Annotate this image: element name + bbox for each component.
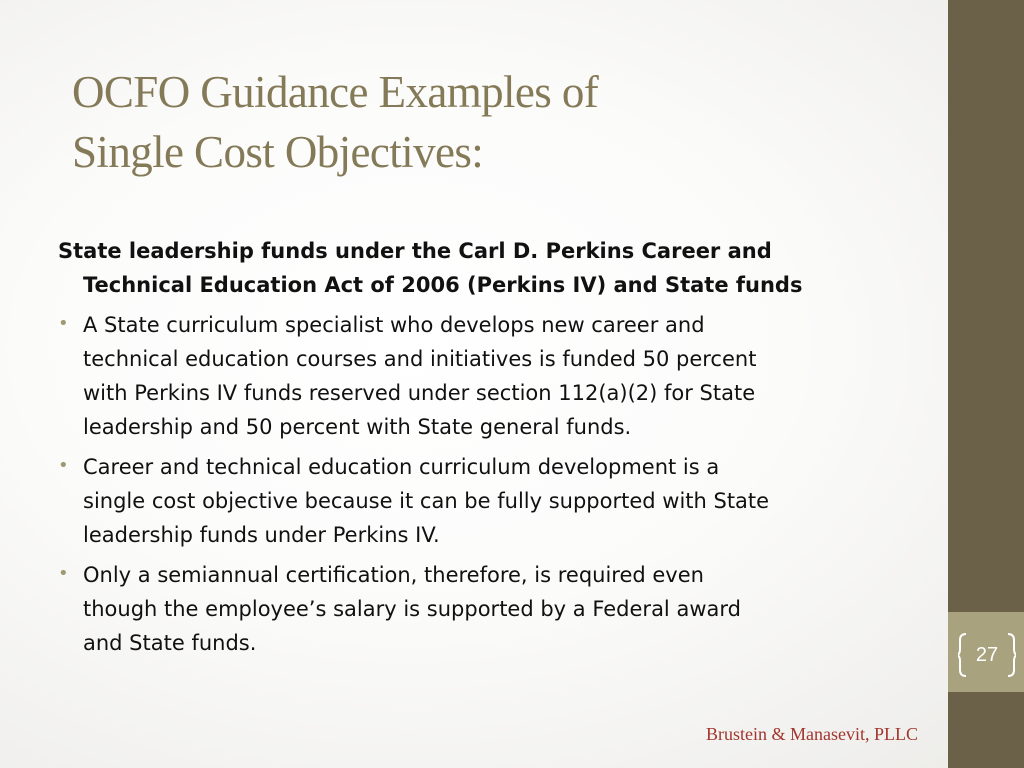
bullet-dot-icon: •	[58, 313, 69, 334]
section-heading-line-2: Technical Education Act of 2006 (Perkins IV) and State funds	[83, 273, 803, 297]
page-number-frame	[958, 632, 1016, 678]
slide-title-line-1: OCFO Guidance Examples of	[72, 67, 599, 117]
bullet-3-line-1: Only a semiannual certification, therefore, is required even	[83, 563, 704, 587]
bullet-dot-icon: •	[58, 455, 69, 476]
footer-firm-name: Brustein & Manasevit, PLLC	[706, 724, 918, 744]
bullet-3-line-2: though the employee’s salary is supported by a Federal award	[83, 597, 741, 621]
bullet-item-semiannual-certification	[58, 558, 918, 660]
slide-title	[72, 62, 832, 182]
bullet-2-line-1: Career and technical education curriculum development is a	[83, 455, 720, 479]
bullet-list	[58, 308, 918, 660]
bullet-1-line-3: with Perkins IV funds reserved under section 112(a)(2) for State	[83, 381, 756, 405]
bullet-1-line-2: technical education courses and initiatives is funded 50 percent	[83, 347, 757, 371]
bullet-item-specialist-funding	[58, 308, 918, 444]
slide-title-line-2: Single Cost Objectives:	[72, 127, 484, 177]
section-heading	[58, 234, 918, 302]
bullet-1-line-4: leadership and 50 percent with State general funds.	[83, 415, 632, 439]
bullet-2-line-2: single cost objective because it can be fully supported with State	[83, 489, 770, 513]
bullet-dot-icon: •	[58, 563, 69, 584]
page-number: 27	[975, 644, 999, 666]
bullet-1-line-1: A State curriculum specialist who develops new career and	[83, 313, 705, 337]
section-heading-line-1: State leadership funds under the Carl D. Perkins Career and	[58, 239, 772, 263]
slide-body	[58, 234, 918, 666]
bullet-item-single-cost-objective	[58, 450, 918, 552]
bullet-2-line-3: leadership funds under Perkins IV.	[83, 523, 440, 547]
bullet-3-line-3: and State funds.	[83, 631, 257, 655]
